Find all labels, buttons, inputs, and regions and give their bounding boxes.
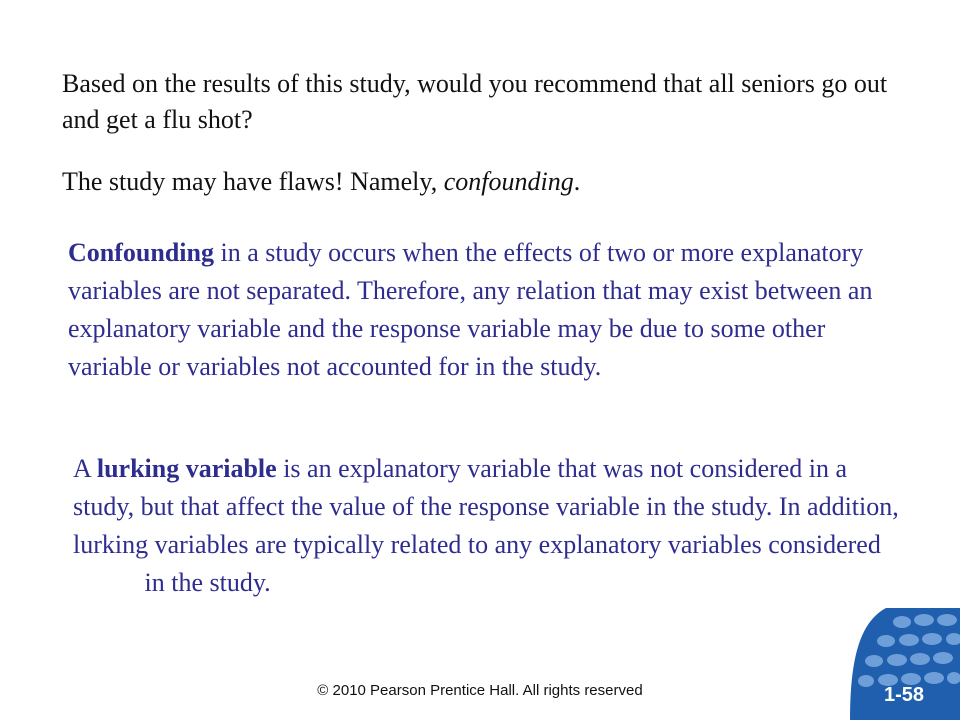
lurking-body: is an explanatory variable that was not considered in a study, but that affect the value of the response variable in the study. In addition, lurking variables are typically related to any explanatory variables considered in the study. [73, 454, 899, 597]
slide-number: 1-58 [884, 684, 925, 706]
confounding-body: in a study occurs when the effects of two or more explanatory variables are not separated. Therefore, any relation that may exist between an explanatory variable and the response variable may be due to some other variable or variables not accounted for in the study. [68, 238, 873, 381]
lurking-term: lurking variable [96, 454, 277, 483]
lurking-lead: A [73, 454, 97, 483]
flaws-lead: The study may have flaws! Namely, [62, 167, 444, 196]
question-text: Based on the results of this study, would you recommend that all seniors go out and get a flu shot? [62, 69, 888, 134]
confounding-definition [68, 234, 898, 386]
copyright-footer: © 2010 Pearson Prentice Hall. All rights reserved [317, 682, 643, 699]
flaws-term: confounding [443, 167, 574, 196]
flaws-statement [62, 164, 892, 200]
lurking-variable-definition [73, 450, 903, 602]
confounding-term: Confounding [68, 238, 214, 267]
flaws-end: . [573, 167, 581, 196]
